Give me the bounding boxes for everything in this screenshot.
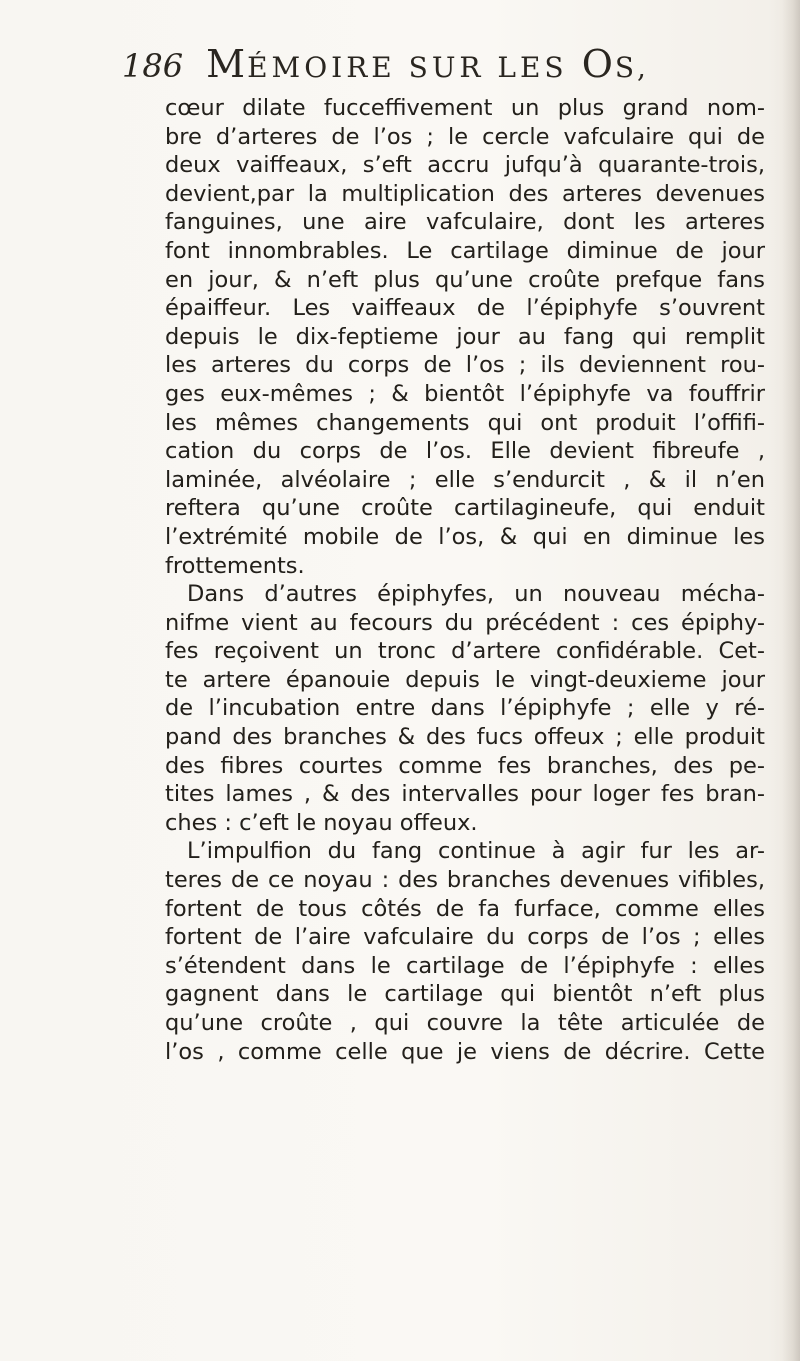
paragraph-start-line: L’impulfion du fang continue à agir fur les ar- bbox=[187, 838, 765, 865]
text-line: fortent de tous côtés de fa furface, comme elles bbox=[165, 895, 765, 922]
running-title bbox=[206, 42, 650, 86]
page-number: 186 bbox=[122, 47, 184, 85]
text-line: ges eux-mêmes ; & bientôt l’épiphyfe va fouffrir bbox=[165, 380, 765, 407]
text-line: s’étendent dans le cartilage de l’épiphyfe : elles bbox=[165, 952, 765, 979]
text-line: fortent de l’aire vafculaire du corps de l’os ; elles bbox=[165, 924, 765, 951]
text-line: qu’une croûte , qui couvre la tête articulée de bbox=[165, 1010, 765, 1036]
text-line: font innombrables. Le cartilage diminue de jour bbox=[165, 237, 765, 264]
body-text bbox=[165, 94, 765, 1066]
text-line: cation du corps de l’os. Elle devient fibreufe , bbox=[165, 438, 765, 465]
text-line: en jour, & n’eft plus qu’une croûte prefque fans bbox=[165, 266, 765, 293]
title-cap-2: O bbox=[581, 42, 615, 86]
text-line: devient,par la multiplication des arteres devenues bbox=[165, 180, 765, 207]
text-line: de l’incubation entre dans l’épiphyfe ; elle y ré- bbox=[165, 695, 765, 722]
page-edge-shadow bbox=[782, 0, 800, 1361]
text-line: gagnent dans le cartilage qui bientôt n’eft plus bbox=[165, 981, 765, 1008]
text-line: cœur dilate fucceffivement un plus grand nom- bbox=[165, 95, 765, 121]
text-line: épaiffeur. Les vaiffeaux de l’épiphyfe s’ouvrent bbox=[165, 295, 765, 322]
text-line: reftera qu’une croûte cartilagineufe, qui enduit bbox=[165, 495, 765, 522]
text-line: les arteres du corps de l’os ; ils deviennent rou- bbox=[165, 352, 765, 379]
text-line: laminée, alvéolaire ; elle s’endurcit , & il n’en bbox=[165, 466, 765, 493]
text-line: l’extrémité mobile de l’os, & qui en diminue les bbox=[165, 523, 765, 550]
text-line: deux vaiffeaux, s’eft accru jufqu’à quarante-trois, bbox=[165, 152, 765, 179]
text-line: ches : c’eft le noyau offeux. bbox=[165, 809, 478, 836]
paragraph-start-line: Dans d’autres épiphyfes, un nouveau mécha- bbox=[187, 581, 765, 608]
running-header bbox=[122, 42, 682, 92]
text-line: teres de ce noyau : des branches devenues vifibles, bbox=[165, 867, 765, 894]
text-line: fes reçoivent un tronc d’artere confidérable. Cet- bbox=[165, 638, 765, 665]
text-line: des fibres courtes comme fes branches, des pe- bbox=[165, 752, 765, 779]
text-line: nifme vient au fecours du précédent : ces épiphy- bbox=[165, 609, 765, 636]
text-line: les mêmes changements qui ont produit l’offifi- bbox=[165, 409, 765, 436]
text-line: fanguines, une aire vafculaire, dont les arteres bbox=[165, 209, 765, 236]
text-line: te artere épanouie depuis le vingt-deuxieme jour bbox=[165, 666, 765, 693]
title-cap-1: M bbox=[206, 42, 248, 86]
text-line: l’os , comme celle que je viens de décrire. Cette bbox=[165, 1038, 765, 1065]
title-small-2: S, bbox=[614, 51, 650, 84]
text-line: depuis le dix-feptieme jour au fang qui remplit bbox=[165, 323, 765, 350]
text-line: frottements. bbox=[165, 552, 305, 579]
text-line: bre d’arteres de l’os ; le cercle vafculaire qui de bbox=[165, 123, 765, 150]
title-small-1: ÉMOIRE SUR LES bbox=[247, 51, 568, 84]
text-line: tites lames , & des intervalles pour loger fes bran- bbox=[165, 781, 765, 808]
text-line: pand des branches & des fucs offeux ; elle produit bbox=[165, 724, 765, 751]
